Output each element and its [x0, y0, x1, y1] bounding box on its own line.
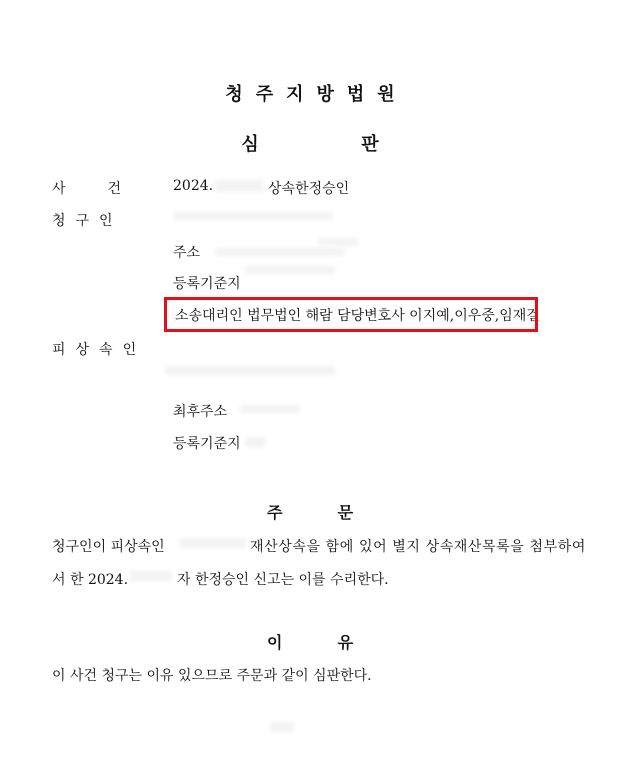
deceased-label: 피상속인	[52, 342, 147, 358]
redacted-deceased-name-in-order	[180, 538, 246, 548]
redacted-claimant-name	[173, 212, 333, 220]
order-line-1-part-a: 청구인이 피상속인	[52, 539, 165, 555]
order-line-1-part-b: 재산상속을 함에 있어 별지 상속재산목록을 첨부하여	[250, 539, 586, 555]
deceased-registry-label: 등록기준지	[173, 436, 241, 452]
document-type	[0, 130, 620, 156]
claimant-registry-label: 등록기준지	[173, 276, 241, 292]
order-heading-char-2: 문	[337, 503, 354, 522]
redacted-deceased-address	[240, 405, 300, 413]
court-name: 청주지방법원	[225, 84, 408, 105]
order-line-2-part-b: 자 한정승인 신고는 이를 수리한다.	[177, 572, 389, 588]
deceased-last-address-label: 최후주소	[173, 404, 228, 420]
redacted-footer	[270, 722, 294, 732]
reason-heading-char-2: 유	[337, 633, 354, 652]
redacted-claimant-registry	[245, 266, 335, 274]
reason-heading	[0, 630, 620, 653]
claimant-address-label: 주소	[173, 245, 201, 261]
redacted-case-number	[215, 180, 263, 192]
case-name: 상속한정승인	[268, 181, 350, 197]
case-label: 사건	[52, 181, 164, 197]
order-heading-char-1: 주	[266, 503, 283, 522]
case-number-prefix: 2024.	[173, 178, 214, 194]
claimant-agent: 소송대리인 법무법인 해람 담당변호사 이지예,이우중,임재걸	[175, 308, 540, 324]
order-heading	[0, 500, 620, 523]
document-type-char-2: 판	[361, 134, 379, 155]
redacted-deceased-name	[165, 366, 335, 375]
redacted-filing-date	[130, 571, 172, 581]
order-line-2-part-a: 서 한 2024.	[52, 572, 129, 588]
claimant-label: 청구인	[52, 213, 123, 229]
document-type-char-1: 심	[241, 134, 259, 155]
highlight-box	[164, 297, 538, 332]
redacted-claimant-address	[215, 248, 345, 256]
redacted-deceased-registry	[245, 437, 265, 447]
reason-heading-char-1: 이	[266, 633, 283, 652]
reason-text: 이 사건 청구는 이유 있으므로 주문과 같이 심판한다.	[52, 668, 372, 684]
redacted-claimant-detail	[318, 238, 358, 246]
